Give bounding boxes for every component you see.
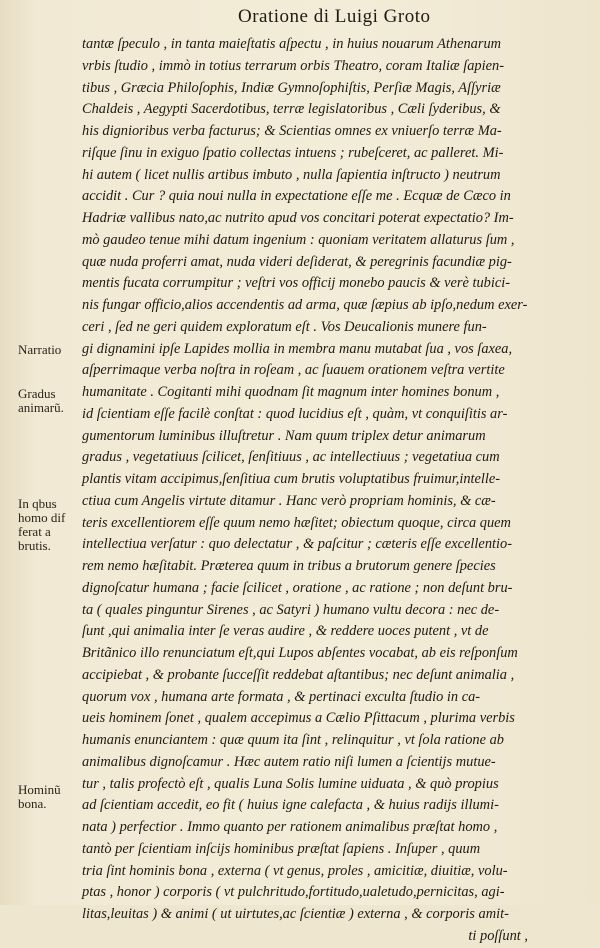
- text-line: tur , talis profectò eſt , qualis Luna Solis lumine uiduata , & quò propius: [82, 775, 499, 792]
- text-line: Chaldeis , Aegypti Sacerdotibus, terræ legislatoribus , Cæli ſyderibus, &: [82, 101, 501, 118]
- text-line: humanitate . Cogitanti mihi quodnam ſit magnum inter homines bonum ,: [82, 384, 500, 400]
- text-line: intellectiua verſatur : quo delectatur , & paſcitur ; cæteris eſſe excellentio-: [82, 536, 512, 553]
- text-line: accipiebat , & probante ſucceſſit reddebat aſtantibus; nec deſunt animalia ,: [82, 666, 515, 683]
- running-header: Oratione di Luigi Groto: [238, 6, 431, 27]
- text-line: animalibus dignoſcamur . Hæc autem ratio niſi lumen a ſcientijs mutue-: [82, 753, 496, 770]
- text-line: plantis vitam accipimus,ſenſitiua cum brutis voluptatibus fruimur,intelle-: [82, 471, 501, 487]
- text-line: ptas , honor ) corporis ( vt pulchritudo,fortitudo,ualetudo,pernicitas, agi-: [82, 884, 505, 901]
- text-line: id ſcientiam eſſe facilè conſtat : quod lucidius eſt , quàm, vt conquiſitis ar-: [82, 405, 508, 422]
- text-line: teris excellentiorem eſſe quum nemo hæſitet; obiectum quoque, circa quem: [82, 514, 511, 531]
- text-line: dignoſcatur humana ; facie ſcilicet , oratione , ac ratione ; non deſunt bru-: [82, 579, 513, 596]
- text-line: his dignioribus verba facturus; & Scientias omnes ex vniuerſo terræ Ma-: [82, 123, 502, 139]
- margin-note-hominum-bona: Hominũ bona.: [18, 782, 61, 811]
- text-line: vrbis ſtudio , immò in totius terrarum orbis Theatro, coram Italiæ ſapien-: [82, 57, 505, 74]
- text-line: tantò per ſcientiam inſcijs hominibus præſtat ſapiens . Inſuper , quum: [82, 840, 481, 857]
- text-line: gradus , vegetatiuus ſcilicet, ſenſitiuus , ac intellectiuus ; vegetatiua cum: [82, 449, 500, 466]
- text-line: humanis enunciantem : quæ quum ita ſint , relinquitur , vt ſola ratione ab: [82, 732, 504, 748]
- text-line: ceri , ſed ne geri quidem exploratum eſt . Vos Deucalionis munere fun-: [82, 318, 487, 335]
- text-line: hi autem ( licet nullis artibus imbuto , nulla ſapientia inſtructo ) neutrum: [82, 166, 501, 183]
- text-line: ti poſſunt ,: [468, 927, 528, 944]
- text-line: aſperrimaque verba noſtra in roſeam , ac ſuauem orationem veſtra vertite: [82, 362, 505, 379]
- text-line: rem nemo hæſitabit. Præterea quum in tribus a brutorum genere ſpecies: [82, 558, 496, 574]
- margin-note-gradus: Gradus animarũ.: [18, 386, 64, 415]
- text-line: mò gaudeo tenue mihi datum ingenium : quoniam veritatem allaturus ſum ,: [82, 231, 515, 248]
- text-line: riſque ſinu in exiguo ſpatio collectas intuens ; rubeſceret, ac palleret. Mi-: [82, 144, 504, 161]
- text-line: nata ) perfectior . Immo quanto per rationem animalibus præſtat homo ,: [82, 819, 498, 835]
- text-line: tria ſint hominis bona , externa ( vt genus, proles , amicitiæ, diuitiæ, volu-: [82, 862, 508, 879]
- text-line: ſunt ,qui animalia inter ſe veras audire , & reddere uoces putent , vt de: [82, 623, 489, 640]
- margin-note-in-quibus: In qbus homo dif ferat a brutis.: [18, 496, 66, 553]
- text-line: quorum vox , humana arte formata , & pertinaci exculta ſtudio in ca-: [82, 688, 481, 705]
- text-line: Britãnico illo renunciatum eſt,qui Lupos abſentes vocabat, ab eis reſponſum: [82, 645, 518, 661]
- text-line: gi dignamini ipſe Lapides mollia in membra manu mutabat ſua , vos ſaxea,: [82, 340, 513, 357]
- text-line: Hadriæ vallibus nato,ac nutrito apud vos concitari poterat expectatio? Im-: [82, 210, 514, 226]
- text-line: gumentorum luminibus illuſtretur . Nam quum triplex detur animarum: [82, 427, 486, 444]
- text-line: ta ( quales pinguntur Sirenes , ac Satyri ) humano vultu decora : nec de-: [82, 601, 500, 618]
- text-line: ueis hominem ſonet , qualem accepimus a Cælio Pſittacum , plurima verbis: [82, 710, 515, 727]
- margin-note-narratio: Narratio: [18, 342, 62, 357]
- text-line: ctiua cum Angelis virtute ditamur . Hanc verò propriam hominis, & cæ-: [82, 492, 496, 509]
- text-line: nis fungar officio,alios accendentis ad arma, quæ ſæpius ab ipſo,nedum exer-: [82, 297, 528, 313]
- text-line: accidit . Cur ? quia noui nulla in expectatione eſſe me . Ecquæ de Cæco in: [82, 188, 511, 205]
- text-line: quæ nuda proferri amat, nuda videri deſiderat, & peregrinis facundiæ pig-: [82, 253, 512, 270]
- text-block: [82, 34, 582, 948]
- text-line: mentis fucata corrumpitur ; veſtri vos officij monebo paucis & verè tubici-: [82, 275, 511, 292]
- text-line: ad ſcientiam accedit, eo fit ( huius igne calefacta , & huius radijs illumi-: [82, 797, 499, 814]
- text-line: tantæ ſpeculo , in tanta maieſtatis aſpectu , in huius nouarum Athenarum: [82, 36, 502, 52]
- text-line: tibus , Græcia Philoſophis, Indiæ Gymnoſophiſtis, Perſiæ Magis, Aſſyriæ: [82, 79, 501, 96]
- text-line: litas,leuitas ) & animi ( ut uirtutes,ac ſcientiæ ) externa , & corporis amit-: [82, 906, 509, 922]
